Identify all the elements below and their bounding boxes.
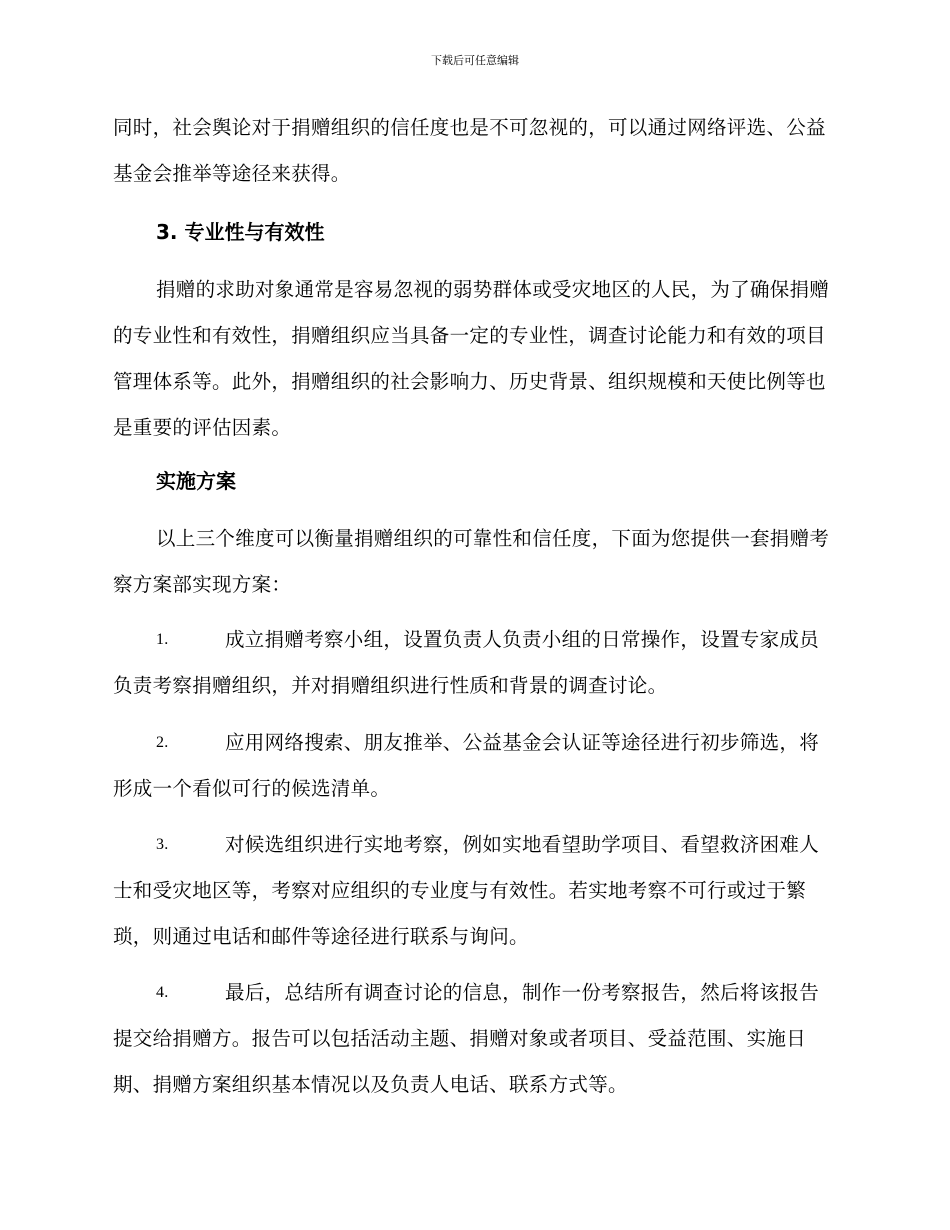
- list-item-text: 应用网络搜索、朋友推举、公益基金会认证等途径进行初步筛选，将形成一个看似可行的候选清单。: [113, 731, 820, 800]
- paragraph-public-opinion: 同时，社会舆论对于捐赠组织的信任度也是不可忽视的，可以通过网络评选、公益基金会推举等途径来获得。: [113, 116, 826, 185]
- list-item: [113, 617, 835, 709]
- list-item-text: 最后，总结所有调查讨论的信息，制作一份考察报告，然后将该报告提交给捐赠方。报告可以包括活动主题、捐赠对象或者项目、受益范围、实施日期、捐赠方案组织基本情况以及负责人电话、联系方式等。: [113, 981, 820, 1096]
- list-item: [113, 970, 835, 1108]
- list-item-text: 成立捐赠考察小组，设置负责人负责小组的日常操作，设置专家成员负责考察捐赠组织，并对捐赠组织进行性质和背景的调查讨论。: [113, 628, 820, 697]
- list-item-number: 1.: [156, 631, 169, 648]
- paragraph-implementation-intro: 以上三个维度可以衡量捐赠组织的可靠性和信任度，下面为您提供一套捐赠考察方案部实现方案：: [113, 527, 830, 596]
- list-item-number: 2.: [156, 734, 169, 751]
- section-heading-professionalism: 3. 专业性与有效性: [156, 220, 325, 244]
- section-heading-implementation: 实施方案: [156, 469, 236, 493]
- list-item: [113, 822, 835, 960]
- list-item: [113, 720, 835, 812]
- page-header: 下载后可任意编辑: [431, 54, 519, 67]
- paragraph-professionalism: 捐赠的求助对象通常是容易忽视的弱势群体或受灾地区的人民，为了确保捐赠的专业性和有效性，捐赠组织应当具备一定的专业性，调查讨论能力和有效的项目管理体系等。此外，捐赠组织的社会影响力、历史背景、组织规模和天使比例等也是重要的评估因素。: [113, 278, 830, 439]
- list-item-text: 对候选组织进行实地考察，例如实地看望助学项目、看望救济困难人士和受灾地区等，考察对应组织的专业度与有效性。若实地考察不可行或过于繁琐，则通过电话和邮件等途径进行联系与询问。: [113, 833, 820, 948]
- list-item-number: 3.: [156, 836, 169, 853]
- list-item-number: 4.: [156, 984, 169, 1001]
